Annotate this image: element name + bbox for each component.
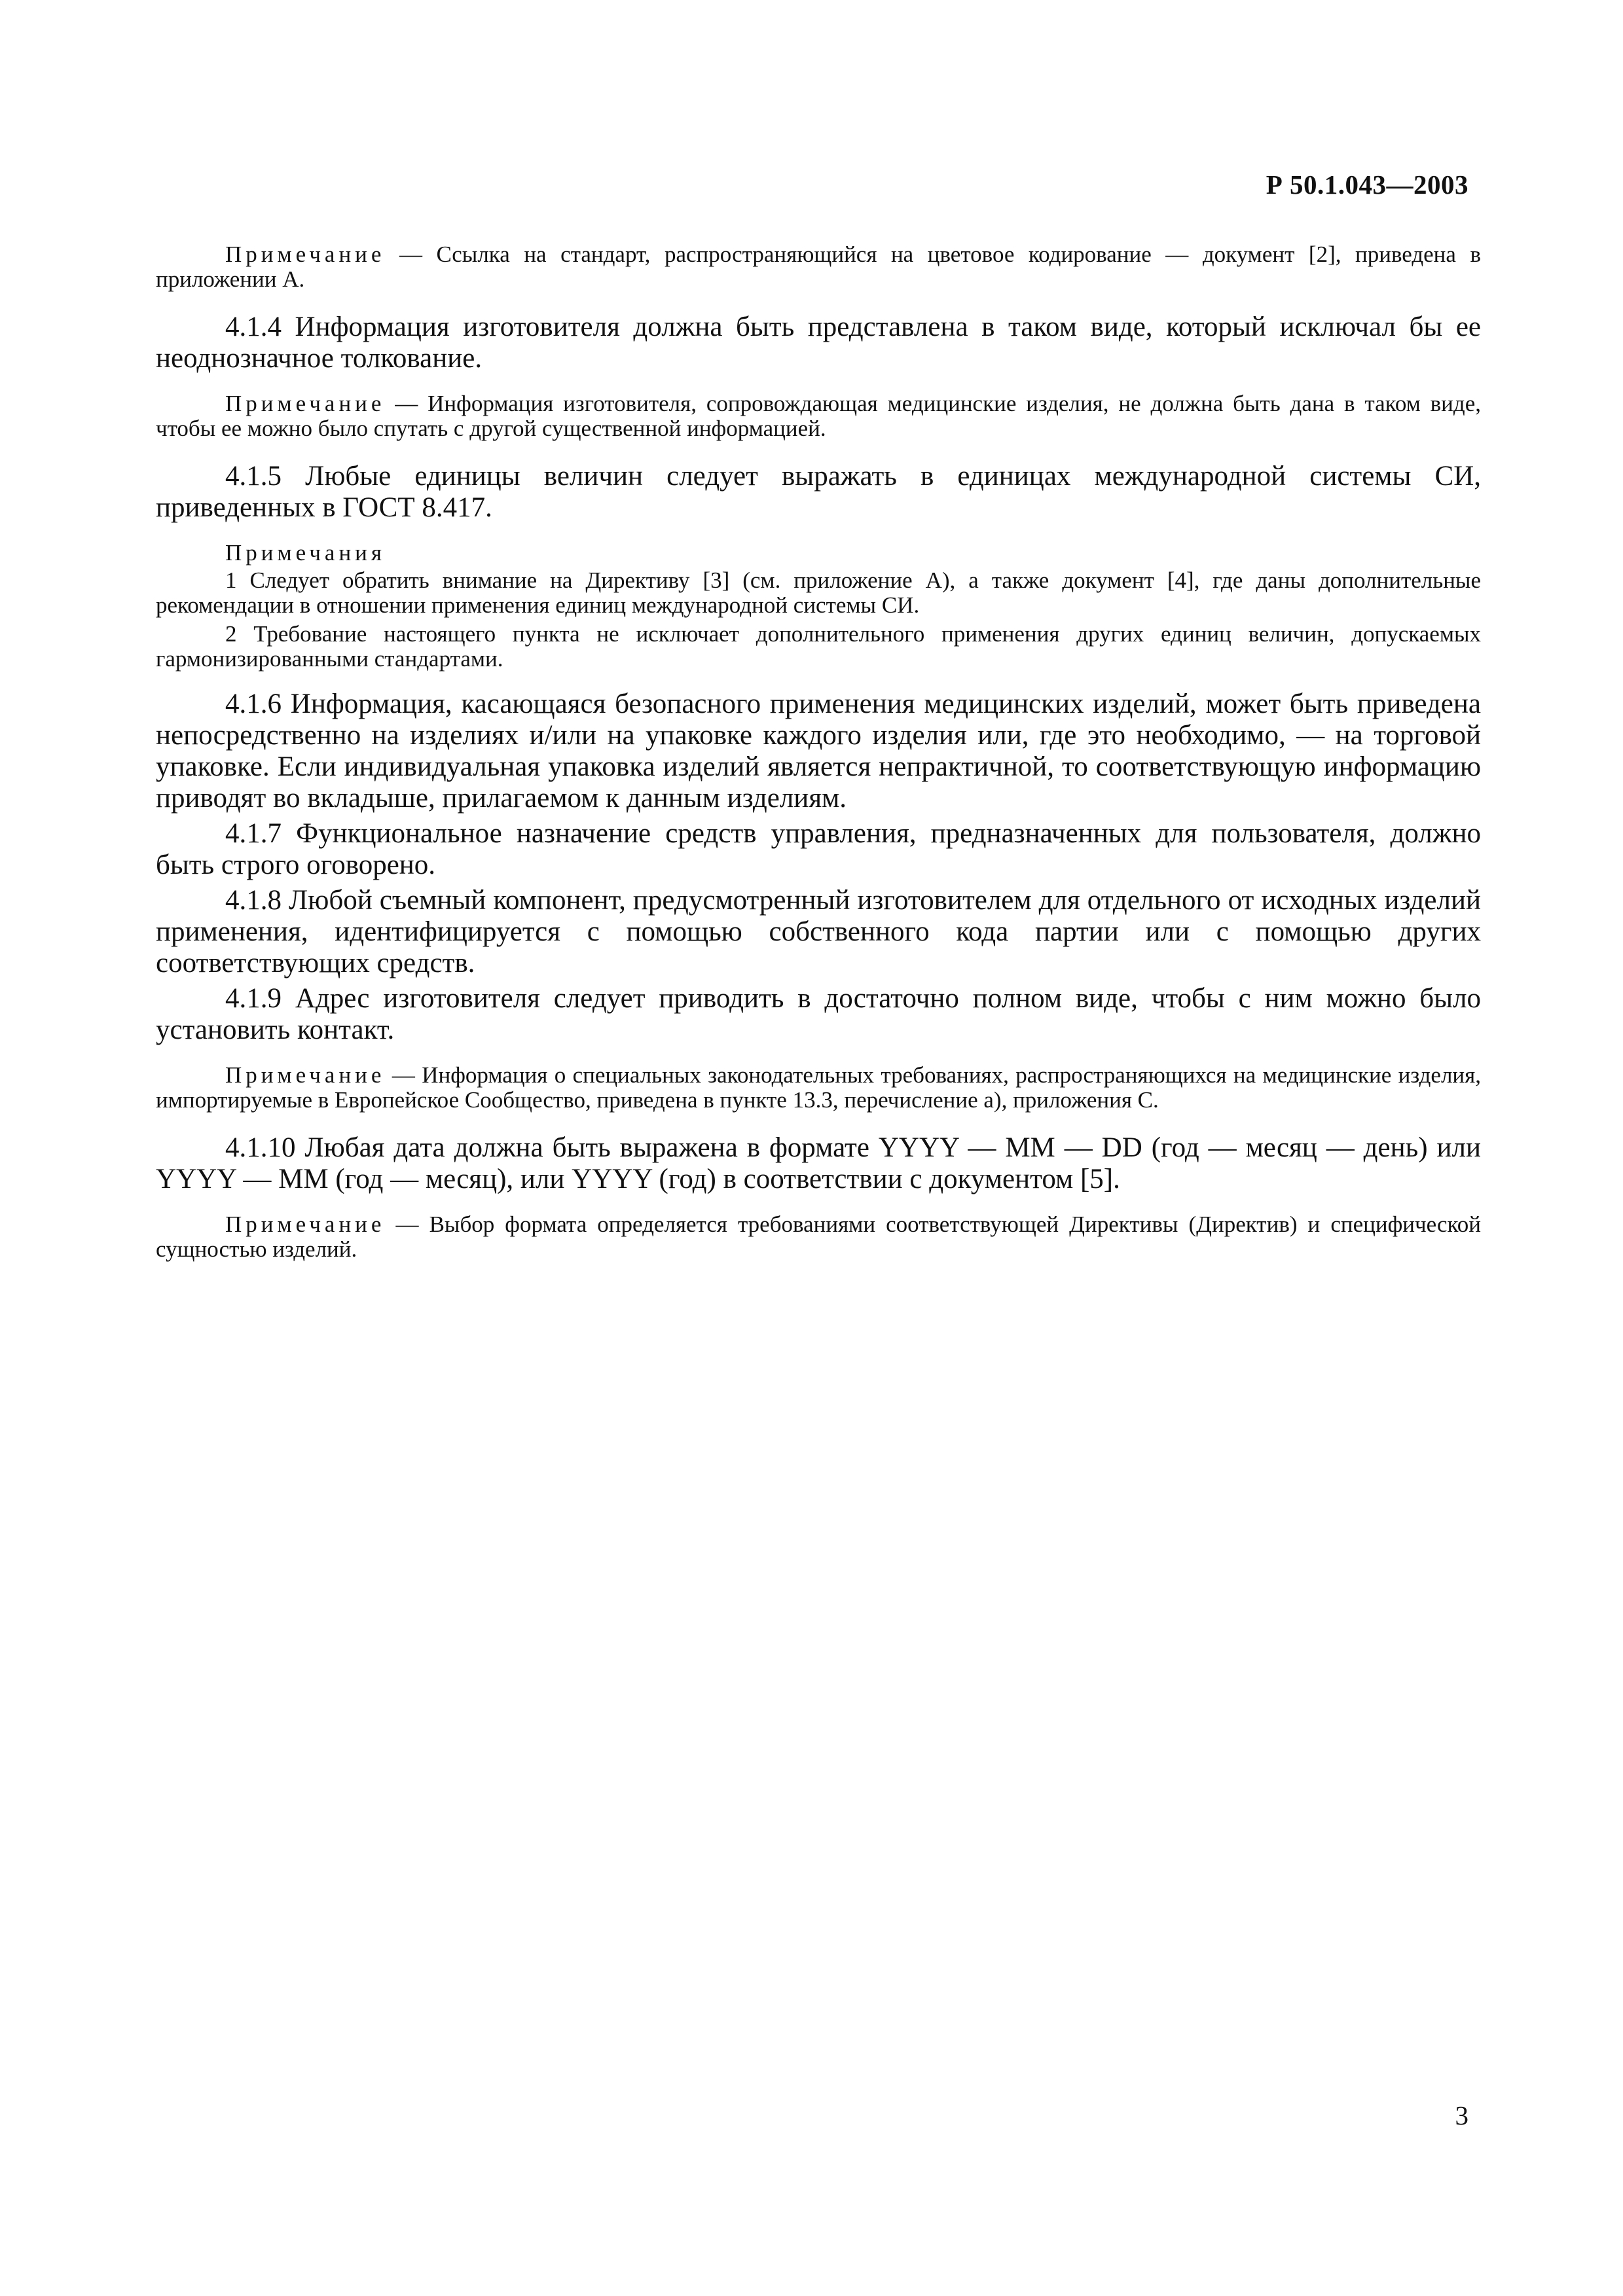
note-manufacturer-info: [156, 391, 1481, 441]
clause-4-1-5: 4.1.5 Любые единицы величин следует выражать в единицах международной системы СИ, приведенных в ГОСТ 8.417.: [156, 461, 1481, 523]
note-text: Информация изготовителя, сопровождающая медицинские изделия, не должна быть дана в таком виде, чтобы ее можно было спутать с другой существенной информацией.: [156, 391, 1482, 441]
clause-4-1-10: 4.1.10 Любая дата должна быть выражена в формате YYYY — MM — DD (год — месяц — день) или YYYY — MM (год — месяц), или YYYY (год) в соответствии с документом [5].: [156, 1132, 1481, 1194]
document-code: Р 50.1.043—2003: [1266, 170, 1468, 200]
notes-si-units: [156, 541, 1481, 672]
notes-heading: Примечания: [225, 540, 386, 565]
note-label: Примечание: [225, 1211, 386, 1237]
note-color-coding: [156, 242, 1481, 292]
note-item-2: 2 Требование настоящего пункта не исключает дополнительного применения других единиц величин, допускаемых гармонизированными стандартами.: [156, 621, 1481, 672]
note-date-format: [156, 1212, 1481, 1262]
note-dash: —: [385, 242, 437, 267]
note-dash: —: [385, 1211, 429, 1237]
note-dash: —: [385, 391, 428, 416]
clause-4-1-8: 4.1.8 Любой съемный компонент, предусмотренный изготовителем для отдельного от исходных изделий применения, идентифицируется с помощью собственного кода партии или с помощью других соответствующих средств.: [156, 885, 1481, 978]
clause-4-1-6: 4.1.6 Информация, касающаяся безопасного применения медицинских изделий, может быть приведена непосредственно на изделиях и/или на упаковке каждого изделия или, где это необходимо, — на торговой упаковке. Если индивидуальная упаковка изделий является непрактичной, то соответствующую информацию приводят во вкладыше, прилагаемом к данным изделиям.: [156, 689, 1481, 814]
note-text: Выбор формата определяется требованиями соответствующей Директивы (Директив) и специфической сущностью изделий.: [156, 1211, 1482, 1262]
note-text: Информация о специальных законодательных требованиях, распространяющихся на медицинские изделия, импортируемые в Европейское Сообщество, приведена в пункте 13.3, перечисление а), приложения С.: [156, 1062, 1481, 1113]
note-label: Примечание: [225, 391, 386, 416]
page-number: 3: [1455, 2100, 1468, 2130]
note-label: Примечание: [225, 242, 386, 267]
note-legal-requirements: [156, 1063, 1481, 1113]
note-text: Ссылка на стандарт, распространяющийся на цветовое кодирование — документ [2], приведена в приложении А.: [156, 242, 1482, 292]
clause-4-1-7: 4.1.7 Функциональное назначение средств управления, предназначенных для пользователя, должно быть строго оговорено.: [156, 818, 1481, 880]
note-label: Примечание: [225, 1062, 386, 1088]
clause-4-1-9: 4.1.9 Адрес изготовителя следует приводить в достаточно полном виде, чтобы с ним можно было установить контакт.: [156, 983, 1481, 1045]
note-dash: —: [385, 1062, 422, 1088]
note-item-1: 1 Следует обратить внимание на Директиву [3] (см. приложение А), а также документ [4], где даны дополнительные рекомендации в отношении применения единиц международной системы СИ.: [156, 567, 1481, 618]
clause-4-1-4: 4.1.4 Информация изготовителя должна быть представлена в таком виде, который исключал бы ее неоднозначное толкование.: [156, 312, 1481, 374]
document-body: [156, 242, 1481, 1266]
